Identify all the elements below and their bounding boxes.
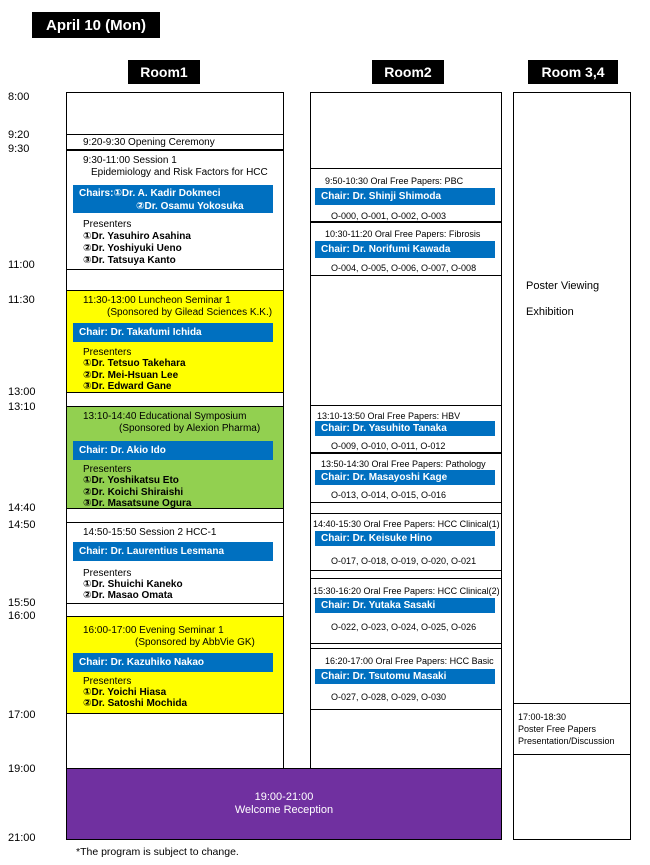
evening-presenter: ②Dr. Satoshi Mochida bbox=[83, 698, 188, 709]
room2-session-chair: Chair: Dr. Tsutomu Masaki bbox=[315, 669, 495, 684]
poster-session-time: 17:00-18:30 bbox=[518, 712, 567, 722]
room2-session-chair: Chair: Dr. Yutaka Sasaki bbox=[315, 598, 495, 613]
luncheon-presenters-label: Presenters bbox=[83, 347, 132, 358]
evening-seminar-block bbox=[66, 616, 284, 714]
session1-presenter: ②Dr. Yoshiyuki Ueno bbox=[83, 243, 182, 254]
room2-session-chair: Chair: Dr. Yasuhito Tanaka bbox=[315, 421, 495, 436]
time-label: 13:00 bbox=[8, 386, 36, 398]
time-label: 21:00 bbox=[8, 832, 36, 844]
room2-session-title: 14:40-15:30 Oral Free Papers: HCC Clinical(1) bbox=[313, 519, 500, 529]
luncheon-presenter: ③Dr. Edward Gane bbox=[83, 381, 172, 392]
time-label: 11:30 bbox=[8, 294, 35, 306]
session2-chair: Chair: Dr. Laurentius Lesmana bbox=[73, 542, 273, 561]
poster-session-line1: Poster Free Papers bbox=[518, 724, 597, 734]
educational-presenter: ①Dr. Yoshikatsu Eto bbox=[83, 475, 179, 486]
educational-chair: Chair: Dr. Akio Ido bbox=[73, 441, 273, 460]
welcome-reception-block bbox=[66, 768, 502, 840]
session2-presenter: ②Dr. Masao Omata bbox=[83, 590, 173, 601]
room2-header: Room2 bbox=[372, 60, 444, 84]
room2-session bbox=[310, 453, 502, 503]
session1-presenters-label: Presenters bbox=[83, 219, 132, 230]
reception-title: Welcome Reception bbox=[234, 804, 334, 816]
evening-presenter: ①Dr. Yoichi Hiasa bbox=[83, 687, 167, 698]
room2-session-papers: O-000, O-001, O-002, O-003 bbox=[331, 211, 447, 221]
session1-chair-1: Chairs:①Dr. A. Kadir Dokmeci bbox=[79, 188, 221, 199]
luncheon-seminar-block bbox=[66, 290, 284, 393]
room2-session-chair: Chair: Dr. Keisuke Hino bbox=[315, 531, 495, 546]
session2-title: 14:50-15:50 Session 2 HCC-1 bbox=[83, 527, 217, 538]
time-label: 19:00 bbox=[8, 763, 36, 775]
room1-header: Room1 bbox=[128, 60, 200, 84]
luncheon-presenter: ②Dr. Mei-Hsuan Lee bbox=[83, 370, 179, 381]
session1-chair-2: ②Dr. Osamu Yokosuka bbox=[136, 201, 244, 212]
room34-header: Room 3,4 bbox=[528, 60, 618, 84]
opening-ceremony bbox=[66, 134, 284, 150]
educational-title: 13:10-14:40 Educational Symposium bbox=[83, 411, 247, 422]
educational-presenters-label: Presenters bbox=[83, 464, 132, 475]
educational-presenter: ③Dr. Masatsune Ogura bbox=[83, 498, 192, 509]
reception-time: 19:00-21:00 bbox=[254, 791, 314, 803]
luncheon-chair: Chair: Dr. Takafumi Ichida bbox=[73, 323, 273, 342]
room2-session-chair: Chair: Dr. Shinji Shimoda bbox=[315, 188, 495, 205]
footnote: *The program is subject to change. bbox=[76, 846, 239, 858]
room2-session-title: 16:20-17:00 Oral Free Papers: HCC Basic bbox=[325, 656, 494, 666]
session2-presenters-label: Presenters bbox=[83, 568, 132, 579]
evening-chair: Chair: Dr. Kazuhiko Nakao bbox=[73, 653, 273, 672]
room2-session-title: 13:10-13:50 Oral Free Papers: HBV bbox=[317, 411, 461, 421]
room2-session-papers: O-027, O-028, O-029, O-030 bbox=[331, 692, 447, 702]
session1-subtitle: Epidemiology and Risk Factors for HCC bbox=[91, 167, 268, 178]
room2-session-title: 13:50-14:30 Oral Free Papers: Pathology bbox=[321, 459, 486, 469]
time-label: 9:30 bbox=[8, 143, 30, 155]
educational-sponsor: (Sponsored by Alexion Pharma) bbox=[119, 423, 261, 434]
educational-presenter: ②Dr. Koichi Shiraishi bbox=[83, 487, 184, 498]
room2-session bbox=[310, 578, 502, 644]
poster-session-block bbox=[513, 703, 631, 755]
time-label: 14:50 bbox=[8, 519, 36, 531]
time-label: 8:00 bbox=[8, 91, 30, 103]
session2-block bbox=[66, 522, 284, 604]
room2-session bbox=[310, 648, 502, 710]
time-label: 15:50 bbox=[8, 597, 36, 609]
room2-session bbox=[310, 222, 502, 276]
time-label: 13:10 bbox=[8, 401, 36, 413]
time-label: 16:00 bbox=[8, 610, 36, 622]
evening-sponsor: (Sponsored by AbbVie GK) bbox=[135, 637, 255, 648]
room2-session-chair: Chair: Dr. Norifumi Kawada bbox=[315, 241, 495, 258]
room2-session-title: 10:30-11:20 Oral Free Papers: Fibrosis bbox=[325, 229, 481, 239]
room2-session bbox=[310, 168, 502, 222]
room2-session-title: 9:50-10:30 Oral Free Papers: PBC bbox=[325, 176, 464, 186]
time-label: 17:00 bbox=[8, 709, 36, 721]
room2-session bbox=[310, 513, 502, 571]
session1-presenter: ①Dr. Yasuhiro Asahina bbox=[83, 231, 191, 242]
session1-presenter: ③Dr. Tatsuya Kanto bbox=[83, 255, 176, 266]
room2-session-papers: O-009, O-010, O-011, O-012 bbox=[331, 441, 446, 451]
session1-title: 9:30-11:00 Session 1 bbox=[83, 155, 177, 166]
educational-symposium-block bbox=[66, 406, 284, 509]
room2-session bbox=[310, 405, 502, 453]
luncheon-title: 11:30-13:00 Luncheon Seminar 1 bbox=[83, 295, 231, 306]
time-label: 9:20 bbox=[8, 129, 30, 141]
luncheon-presenter: ①Dr. Tetsuo Takehara bbox=[83, 358, 186, 369]
room2-session-papers: O-013, O-014, O-015, O-016 bbox=[331, 490, 447, 500]
room2-session-papers: O-004, O-005, O-006, O-007, O-008 bbox=[331, 263, 477, 273]
date-label: April 10 (Mon) bbox=[32, 12, 160, 38]
poster-viewing-label: Poster Viewing bbox=[526, 280, 600, 292]
time-label: 14:40 bbox=[8, 502, 36, 514]
evening-presenters-label: Presenters bbox=[83, 676, 132, 687]
time-label: 11:00 bbox=[8, 259, 35, 271]
evening-title: 16:00-17:00 Evening Seminar 1 bbox=[83, 625, 224, 636]
room2-session-papers: O-017, O-018, O-019, O-020, O-021 bbox=[331, 556, 477, 566]
room2-session-chair: Chair: Dr. Masayoshi Kage bbox=[315, 470, 495, 485]
luncheon-sponsor: (Sponsored by Gilead Sciences K.K.) bbox=[107, 307, 273, 318]
session1-chairs bbox=[73, 185, 273, 213]
exhibition-label: Exhibition bbox=[526, 306, 574, 318]
session1-block bbox=[66, 150, 284, 270]
opening-ceremony-title: 9:20-9:30 Opening Ceremony bbox=[83, 137, 215, 148]
poster-session-line2: Presentation/Discussion bbox=[518, 736, 615, 746]
room2-session-papers: O-022, O-023, O-024, O-025, O-026 bbox=[331, 622, 477, 632]
session2-presenter: ①Dr. Shuichi Kaneko bbox=[83, 579, 183, 590]
room2-session-title: 15:30-16:20 Oral Free Papers: HCC Clinical(2) bbox=[313, 586, 500, 596]
